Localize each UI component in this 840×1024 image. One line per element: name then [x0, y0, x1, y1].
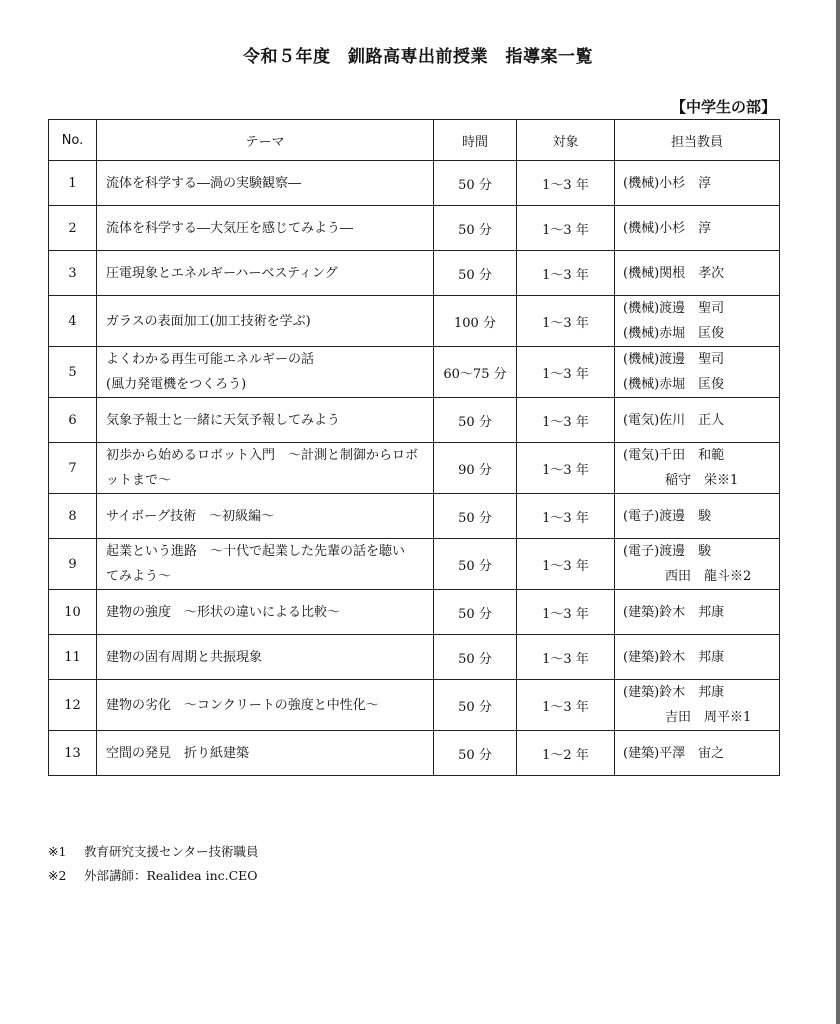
teacher-name: (機械)小杉 淳 — [623, 220, 712, 236]
teacher-name: (建築)鈴木 邦康 — [623, 604, 725, 620]
table-header-row — [49, 120, 780, 161]
theme-line: よくわかる再生可能エネルギーの話 — [106, 352, 315, 367]
theme-line: サイボーグ技術 ～初級編～ — [106, 508, 275, 524]
row-theme — [97, 590, 434, 635]
table-row — [49, 161, 780, 206]
row-teacher — [615, 635, 780, 680]
row-target: 1～3 年 — [517, 635, 615, 680]
teacher-name: (機械)関根 孝次 — [623, 265, 725, 281]
footnote-text: 外部講師：Realidea inc.CEO — [84, 868, 258, 883]
table-row — [49, 590, 780, 635]
theme-line: 起業という進路 ～十代で起業した先輩の話を聴い — [106, 544, 406, 559]
teacher-name: (建築)鈴木 邦康 — [623, 685, 725, 700]
row-theme — [97, 680, 434, 731]
row-theme — [97, 539, 434, 590]
row-teacher — [615, 680, 780, 731]
theme-line: 気象予報士と一緒に天気予報してみよう — [106, 412, 341, 428]
row-theme — [97, 398, 434, 443]
row-number: 2 — [49, 206, 97, 251]
teacher-name: (電気)千田 和範 — [623, 448, 725, 463]
table-row — [49, 251, 780, 296]
row-number: 3 — [49, 251, 97, 296]
row-theme — [97, 161, 434, 206]
row-teacher — [615, 539, 780, 590]
row-number: 4 — [49, 296, 97, 347]
row-time: 50 分 — [434, 635, 517, 680]
row-teacher — [615, 296, 780, 347]
row-target: 1～3 年 — [517, 494, 615, 539]
row-time: 50 分 — [434, 731, 517, 776]
header-time: 時間 — [434, 120, 517, 161]
page-title: 令和５年度 釧路高専出前授業 指導案一覧 — [243, 47, 593, 67]
row-theme — [97, 443, 434, 494]
footnote-2 — [48, 864, 259, 888]
row-time: 100 分 — [434, 296, 517, 347]
teacher-name: (機械)赤堀 匡俊 — [623, 377, 725, 392]
row-time: 50 分 — [434, 494, 517, 539]
row-target: 1～2 年 — [517, 731, 615, 776]
row-time: 50 分 — [434, 206, 517, 251]
table-row — [49, 494, 780, 539]
table-row — [49, 731, 780, 776]
row-number: 7 — [49, 443, 97, 494]
table-row — [49, 680, 780, 731]
table-row — [49, 443, 780, 494]
theme-line: 空間の発見 折り紙建築 — [106, 745, 250, 761]
row-teacher — [615, 494, 780, 539]
row-teacher — [615, 398, 780, 443]
table-body — [49, 161, 780, 776]
row-time: 50 分 — [434, 539, 517, 590]
teacher-name: (機械)渡邊 聖司 — [623, 352, 725, 367]
theme-line: 圧電現象とエネルギーハーベスティング — [106, 265, 338, 281]
row-teacher — [615, 206, 780, 251]
row-teacher — [615, 347, 780, 398]
theme-line: 建物の劣化 ～コンクリートの強度と中性化～ — [106, 697, 379, 713]
row-target: 1～3 年 — [517, 251, 615, 296]
teacher-name: (機械)赤堀 匡俊 — [623, 326, 725, 341]
table-row — [49, 539, 780, 590]
row-number: 12 — [49, 680, 97, 731]
theme-line: 流体を科学する―大気圧を感じてみよう― — [106, 220, 354, 236]
row-teacher — [615, 731, 780, 776]
row-number: 1 — [49, 161, 97, 206]
row-theme — [97, 206, 434, 251]
section-label: 【中学生の部】 — [670, 98, 776, 116]
row-number: 10 — [49, 590, 97, 635]
row-time: 50 分 — [434, 398, 517, 443]
footnote-mark: ※1 — [48, 844, 67, 859]
teacher-name: (建築)鈴木 邦康 — [623, 649, 725, 665]
table-row — [49, 206, 780, 251]
theme-line: ットまで～ — [106, 473, 172, 488]
theme-line: てみよう～ — [106, 569, 172, 584]
row-time: 60～75 分 — [434, 347, 517, 398]
row-number: 11 — [49, 635, 97, 680]
theme-line: ガラスの表面加工(加工技術を学ぶ) — [106, 313, 311, 329]
lesson-plan-table — [48, 119, 780, 776]
footnotes — [48, 840, 259, 888]
teacher-name: (電子)渡邊 駿 — [623, 508, 712, 524]
table-row — [49, 635, 780, 680]
row-teacher — [615, 443, 780, 494]
row-teacher — [615, 590, 780, 635]
header-teacher: 担当教員 — [615, 120, 780, 161]
row-target: 1～3 年 — [517, 161, 615, 206]
table-row — [49, 296, 780, 347]
table-row — [49, 398, 780, 443]
teacher-name: (機械)小杉 淳 — [623, 175, 712, 191]
header-theme: テーマ — [97, 120, 434, 161]
row-number: 6 — [49, 398, 97, 443]
row-target: 1～3 年 — [517, 206, 615, 251]
row-number: 9 — [49, 539, 97, 590]
row-target: 1～3 年 — [517, 680, 615, 731]
row-time: 50 分 — [434, 590, 517, 635]
footnote-1 — [48, 840, 259, 864]
teacher-name: (建築)平澤 宙之 — [623, 745, 725, 761]
teacher-name: 西田 龍斗※2 — [665, 569, 752, 584]
theme-line: 建物の固有周期と共振現象 — [106, 649, 263, 665]
header-target: 対象 — [517, 120, 615, 161]
row-theme — [97, 635, 434, 680]
row-target: 1～3 年 — [517, 443, 615, 494]
row-target: 1～3 年 — [517, 539, 615, 590]
footnote-mark: ※2 — [48, 868, 67, 883]
row-target: 1～3 年 — [517, 296, 615, 347]
theme-line: (風力発電機をつくろう) — [106, 377, 247, 392]
row-theme — [97, 494, 434, 539]
theme-line: 流体を科学する―渦の実験観察― — [106, 175, 302, 191]
row-number: 8 — [49, 494, 97, 539]
row-time: 50 分 — [434, 680, 517, 731]
row-number: 13 — [49, 731, 97, 776]
teacher-name: (機械)渡邊 聖司 — [623, 301, 725, 316]
teacher-name: (電気)佐川 正人 — [623, 412, 725, 428]
row-number: 5 — [49, 347, 97, 398]
row-target: 1～3 年 — [517, 398, 615, 443]
theme-line: 建物の強度 ～形状の違いによる比較～ — [106, 604, 341, 620]
teacher-name: (電子)渡邊 駿 — [623, 544, 712, 559]
row-target: 1～3 年 — [517, 590, 615, 635]
row-target: 1～3 年 — [517, 347, 615, 398]
row-theme — [97, 251, 434, 296]
footnote-text: 教育研究支援センター技術職員 — [84, 844, 259, 859]
row-theme — [97, 731, 434, 776]
header-no: No. — [49, 120, 97, 161]
theme-line: 初歩から始めるロボット入門 ～計測と制御からロボ — [106, 448, 419, 463]
row-teacher — [615, 161, 780, 206]
teacher-name: 吉田 周平※1 — [665, 710, 752, 725]
row-time: 50 分 — [434, 251, 517, 296]
row-time: 90 分 — [434, 443, 517, 494]
row-time: 50 分 — [434, 161, 517, 206]
row-teacher — [615, 251, 780, 296]
table-row — [49, 347, 780, 398]
row-theme — [97, 347, 434, 398]
row-theme — [97, 296, 434, 347]
teacher-name: 稲守 栄※1 — [665, 473, 739, 488]
